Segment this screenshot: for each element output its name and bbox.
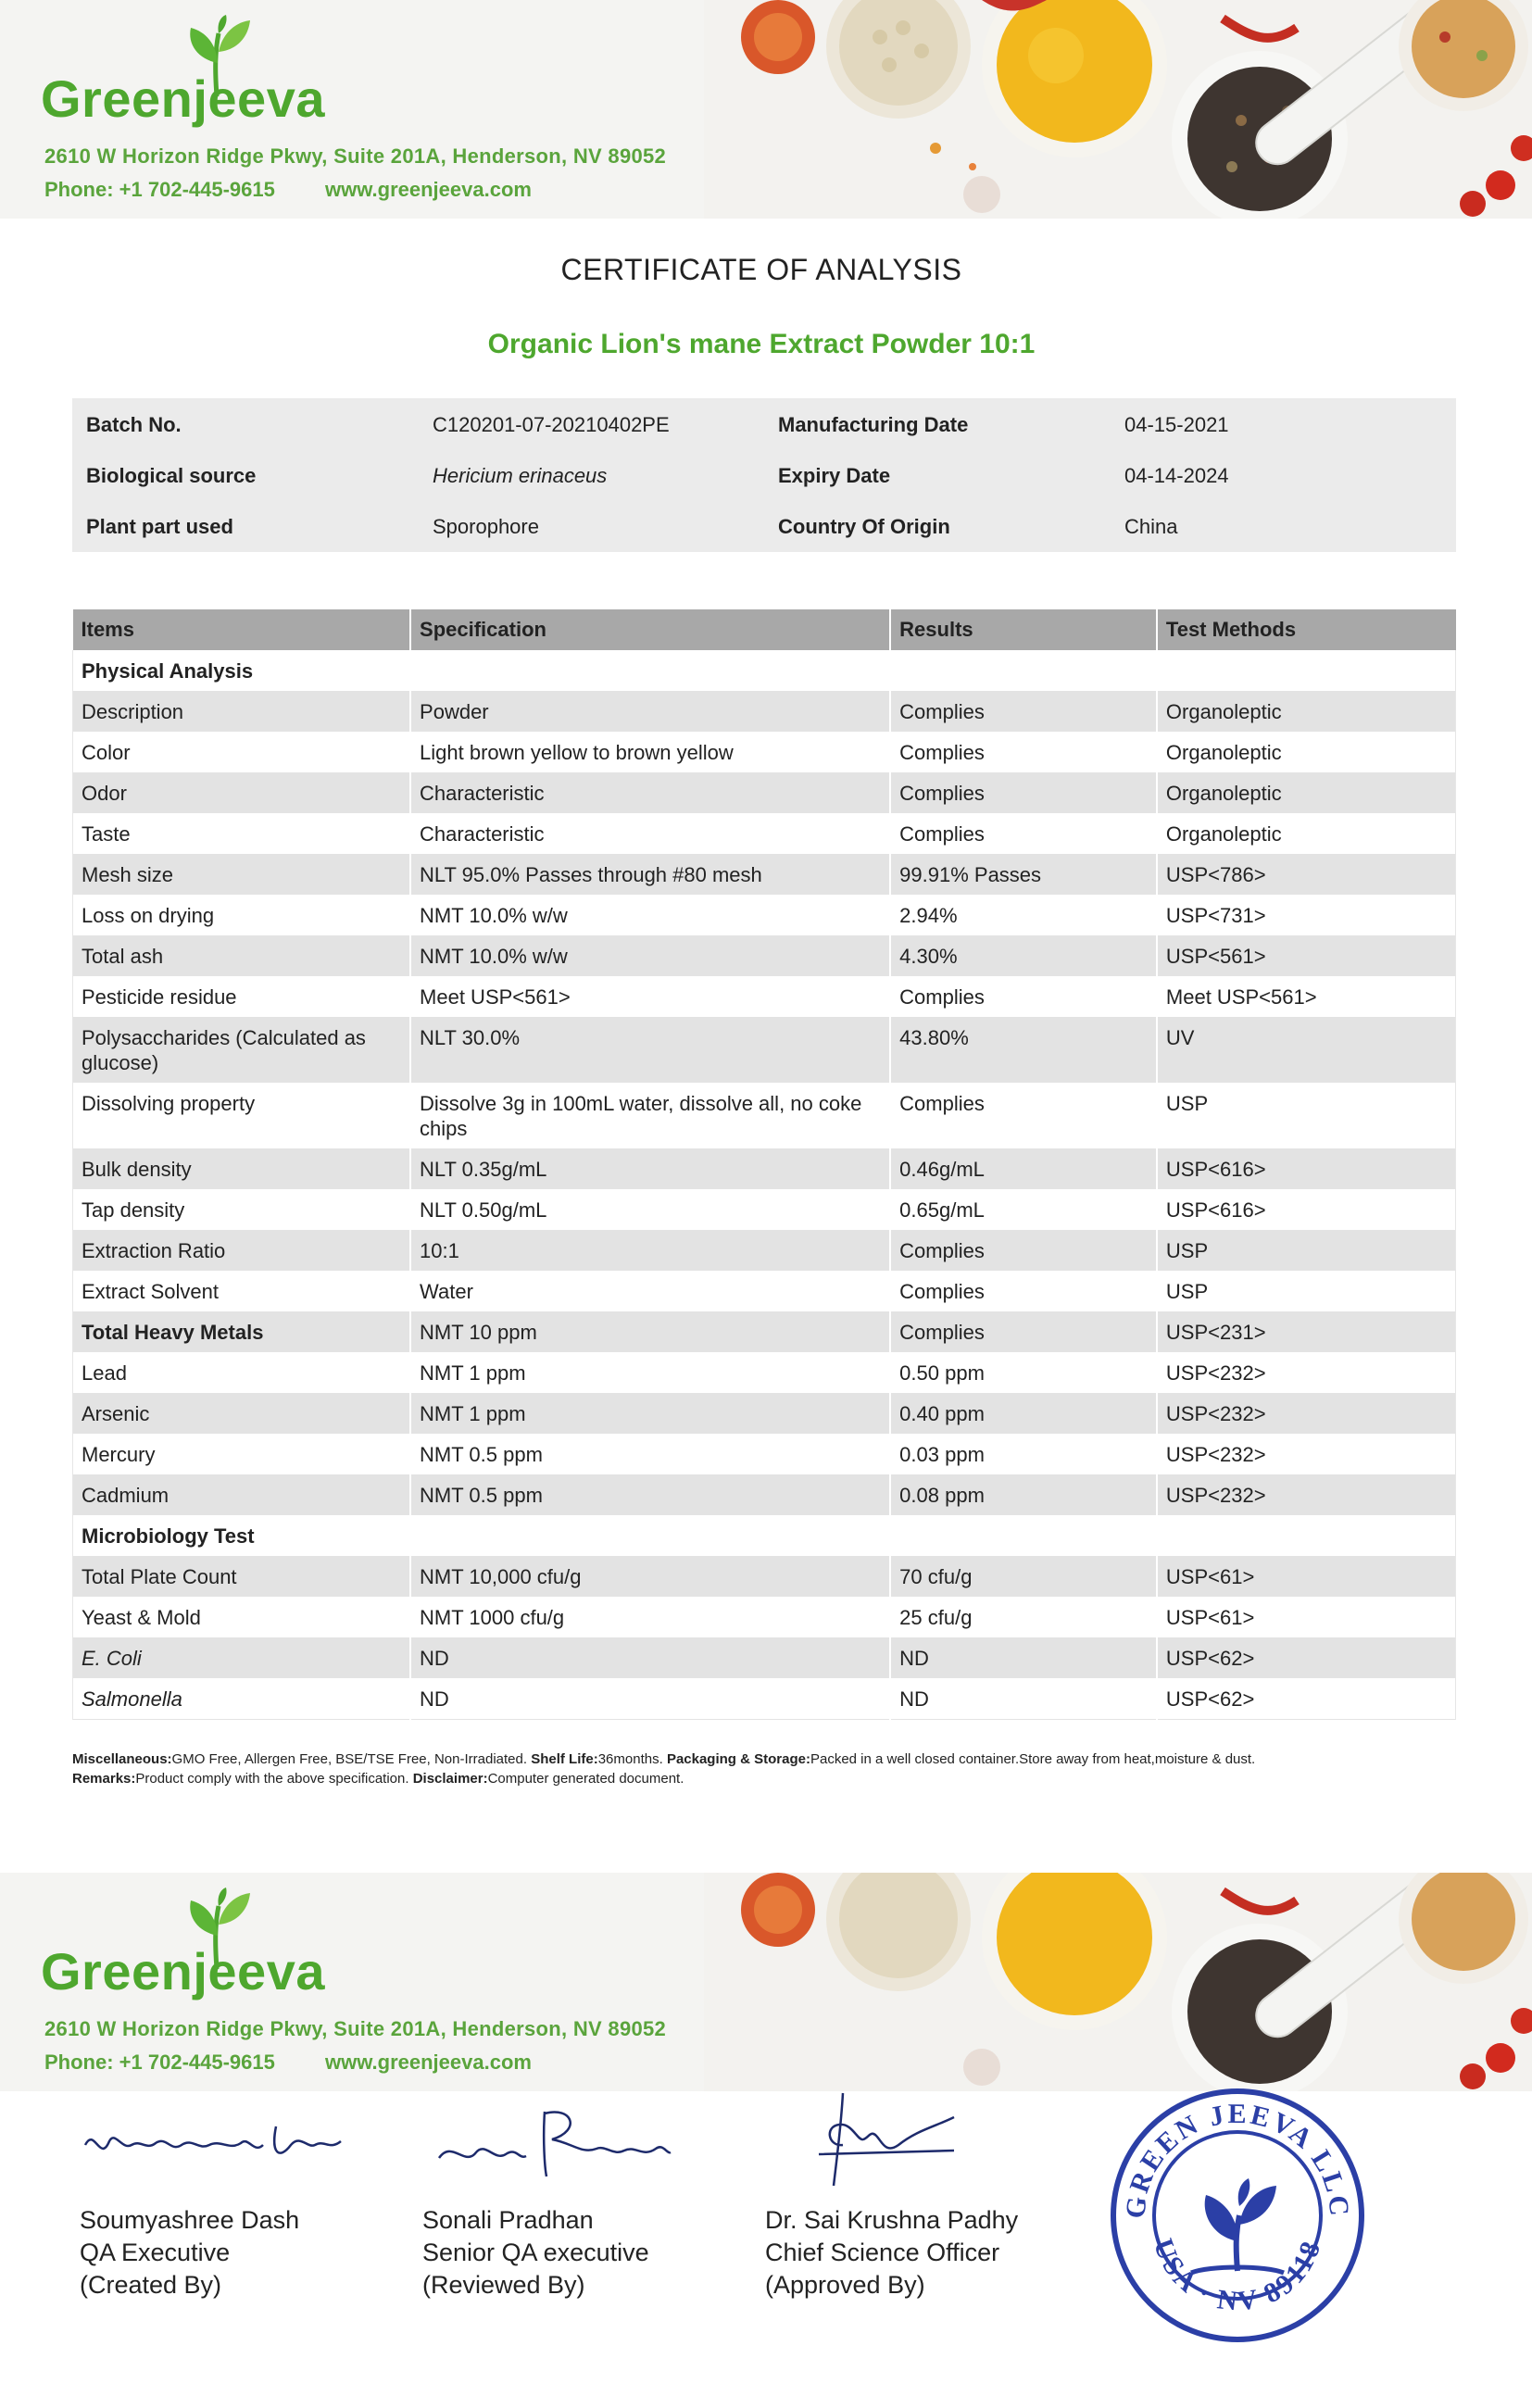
item-specification: NMT 10 ppm [410, 1311, 890, 1352]
item-test-method: Organoleptic [1157, 813, 1456, 854]
item-result: Complies [890, 976, 1157, 1017]
info-row-part [72, 500, 1456, 551]
item-test-method: USP<231> [1157, 1311, 1456, 1352]
table-row [73, 1352, 1456, 1393]
misc-label: Miscellaneous: [72, 1751, 172, 1767]
item-name: E. Coli [73, 1637, 411, 1678]
item-name: Tap density [73, 1189, 411, 1230]
item-test-method: USP<561> [1157, 935, 1456, 976]
product-name: Organic Lion's mane Extract Powder 10:1 [487, 329, 1036, 359]
item-name: Cadmium [73, 1474, 411, 1515]
table-row [73, 1393, 1456, 1434]
item-specification: NMT 1000 cfu/g [410, 1597, 890, 1637]
item-result: ND [890, 1637, 1157, 1678]
signer-role: Senior QA executive [422, 2239, 649, 2266]
item-test-method: USP<232> [1157, 1393, 1456, 1434]
signer-note: (Approved By) [765, 2271, 925, 2299]
item-name: Extraction Ratio [73, 1230, 411, 1271]
batch-label: Batch No. [86, 413, 182, 436]
item-result: 43.80% [890, 1017, 1157, 1083]
table-row [73, 1271, 1456, 1311]
section-title: Physical Analysis [73, 650, 1456, 691]
mfg-date-value: 04-15-2021 [1124, 413, 1229, 436]
remarks-label: Remarks: [72, 1771, 136, 1787]
company-contact [44, 178, 576, 202]
item-name: Total Plate Count [73, 1556, 411, 1597]
table-row [73, 895, 1456, 935]
item-specification: Light brown yellow to brown yellow [410, 732, 890, 772]
header-specification: Specification [410, 609, 890, 650]
info-row-bio [72, 449, 1456, 500]
notes-section [72, 1750, 1480, 1788]
item-result: 0.40 ppm [890, 1393, 1157, 1434]
table-row [73, 854, 1456, 895]
item-result: Complies [890, 772, 1157, 813]
table-row [73, 1083, 1456, 1148]
item-result: 0.03 ppm [890, 1434, 1157, 1474]
item-result: 25 cfu/g [890, 1597, 1157, 1637]
item-name: Salmonella [73, 1678, 411, 1720]
item-specification: Meet USP<561> [410, 976, 890, 1017]
item-test-method: USP<232> [1157, 1352, 1456, 1393]
company-logo-footer [41, 1888, 708, 2082]
item-name: Extract Solvent [73, 1271, 411, 1311]
logo-text: Greenjeeva [41, 69, 325, 128]
item-result: 0.46g/mL [890, 1148, 1157, 1189]
table-row [73, 1189, 1456, 1230]
item-specification: NLT 95.0% Passes through #80 mesh [410, 854, 890, 895]
company-seal-stamp [1108, 2086, 1367, 2345]
item-test-method: USP<786> [1157, 854, 1456, 895]
table-row [73, 691, 1456, 732]
item-name: Odor [73, 772, 411, 813]
header-test-methods: Test Methods [1157, 609, 1456, 650]
origin-label: Country Of Origin [778, 515, 950, 538]
item-test-method: USP [1157, 1271, 1456, 1311]
item-result: Complies [890, 1083, 1157, 1148]
mfg-date-label: Manufacturing Date [778, 413, 969, 436]
item-name: Bulk density [73, 1148, 411, 1189]
table-row [73, 1311, 1456, 1352]
company-contact-footer [44, 2051, 576, 2075]
bio-source-label: Biological source [86, 464, 257, 487]
company-website[interactable]: www.greenjeeva.com [325, 178, 532, 201]
signer-role: QA Executive [80, 2239, 231, 2266]
item-specification: ND [410, 1637, 890, 1678]
packaging-label: Packaging & Storage: [666, 1751, 810, 1767]
item-result: Complies [890, 1230, 1157, 1271]
item-test-method: UV [1157, 1017, 1456, 1083]
spices-decoration-image [704, 0, 1532, 219]
packaging-value: Packed in a well closed container.Store away from heat,moisture & dust. [810, 1751, 1256, 1767]
item-name: Pesticide residue [73, 976, 411, 1017]
item-specification: ND [410, 1678, 890, 1720]
item-specification: Water [410, 1271, 890, 1311]
item-name: Total Heavy Metals [73, 1311, 411, 1352]
item-name: Arsenic [73, 1393, 411, 1434]
item-specification: NLT 30.0% [410, 1017, 890, 1083]
item-result: Complies [890, 813, 1157, 854]
item-name: Description [73, 691, 411, 732]
item-test-method: USP<731> [1157, 895, 1456, 935]
table-row [73, 813, 1456, 854]
company-address: 2610 W Horizon Ridge Pkwy, Suite 201A, Henderson, NV 89052 [44, 144, 667, 168]
item-specification: NMT 1 ppm [410, 1393, 890, 1434]
item-test-method: USP<61> [1157, 1556, 1456, 1597]
plant-part-value: Sporophore [433, 515, 539, 538]
item-name: Mercury [73, 1434, 411, 1474]
item-name: Mesh size [73, 854, 411, 895]
item-name: Taste [73, 813, 411, 854]
section-title: Microbiology Test [73, 1515, 1456, 1556]
item-test-method: USP<61> [1157, 1597, 1456, 1637]
svg-text:USA · NV 89118: USA · NV 89118 [1147, 2234, 1327, 2317]
table-row [73, 935, 1456, 976]
item-specification: NMT 0.5 ppm [410, 1474, 890, 1515]
company-phone: Phone: +1 702-445-9615 [44, 178, 275, 201]
signer-note: (Reviewed By) [422, 2271, 585, 2299]
item-specification: 10:1 [410, 1230, 890, 1271]
item-specification: Characteristic [410, 813, 890, 854]
item-specification: NMT 1 ppm [410, 1352, 890, 1393]
company-logo [41, 15, 708, 209]
item-specification: NLT 0.35g/mL [410, 1148, 890, 1189]
table-header-row [73, 609, 1456, 650]
item-name: Loss on drying [73, 895, 411, 935]
signer-name: Dr. Sai Krushna Padhy [765, 2206, 1019, 2234]
disclaimer-label: Disclaimer: [412, 1771, 488, 1787]
item-test-method: USP<232> [1157, 1474, 1456, 1515]
item-specification: Characteristic [410, 772, 890, 813]
svg-text:GREEN JEEVA LLC: GREEN JEEVA LLC [1120, 2098, 1355, 2220]
plant-part-label: Plant part used [86, 515, 233, 538]
signer-1-text [80, 2204, 299, 2301]
item-name: Yeast & Mold [73, 1597, 411, 1637]
signer-name: Sonali Pradhan [422, 2206, 594, 2234]
item-test-method: Meet USP<561> [1157, 976, 1456, 1017]
signer-note: (Created By) [80, 2271, 222, 2299]
notes-line-1 [72, 1750, 1480, 1769]
batch-info-panel [72, 398, 1456, 552]
misc-value: GMO Free, Allergen Free, BSE/TSE Free, Non-Irradiated. [171, 1751, 528, 1767]
signer-3-text [765, 2204, 1018, 2301]
table-row [73, 1230, 1456, 1271]
section-microbiology-test [73, 1515, 1456, 1556]
item-test-method: USP<62> [1157, 1678, 1456, 1720]
company-phone-footer: Phone: +1 702-445-9615 [44, 2051, 275, 2074]
table-row [73, 1597, 1456, 1637]
batch-value: C120201-07-20210402PE [433, 413, 670, 436]
table-row [73, 1678, 1456, 1720]
signer-role: Chief Science Officer [765, 2239, 1000, 2266]
table-row [73, 1474, 1456, 1515]
expiry-date-value: 04-14-2024 [1124, 464, 1229, 487]
item-result: 99.91% Passes [890, 854, 1157, 895]
header-banner [0, 0, 1532, 219]
company-website-footer[interactable]: www.greenjeeva.com [325, 2051, 532, 2074]
item-specification: Powder [410, 691, 890, 732]
item-name: Polysaccharides (Calculated as glucose) [73, 1017, 411, 1083]
item-test-method: Organoleptic [1157, 772, 1456, 813]
table-row [73, 772, 1456, 813]
info-row-batch [72, 398, 1456, 449]
shelf-life-label: Shelf Life: [531, 1751, 598, 1767]
analysis-table [72, 609, 1456, 1720]
expiry-date-label: Expiry Date [778, 464, 891, 487]
item-result: 2.94% [890, 895, 1157, 935]
item-result: Complies [890, 1311, 1157, 1352]
logo-text-footer: Greenjeeva [41, 1942, 325, 2000]
item-test-method: Organoleptic [1157, 732, 1456, 772]
remarks-value: Product comply with the above specification. [135, 1771, 409, 1787]
item-specification: NMT 10,000 cfu/g [410, 1556, 890, 1597]
item-name: Total ash [73, 935, 411, 976]
document-title: CERTIFICATE OF ANALYSIS [560, 253, 962, 286]
table-row [73, 1556, 1456, 1597]
signature-scribble [433, 2102, 674, 2186]
table-row [73, 1148, 1456, 1189]
table-row [73, 1017, 1456, 1083]
spices-decoration-image [704, 1873, 1532, 2091]
item-test-method: USP<616> [1157, 1148, 1456, 1189]
item-result: ND [890, 1678, 1157, 1720]
item-specification: NMT 10.0% w/w [410, 935, 890, 976]
signature-scribble [82, 2108, 350, 2173]
item-test-method: USP [1157, 1230, 1456, 1271]
item-result: Complies [890, 691, 1157, 732]
item-result: 0.65g/mL [890, 1189, 1157, 1230]
item-specification: NMT 10.0% w/w [410, 895, 890, 935]
company-address-footer: 2610 W Horizon Ridge Pkwy, Suite 201A, Henderson, NV 89052 [44, 2017, 667, 2040]
bio-source-value: Hericium erinaceus [433, 464, 608, 487]
item-result: 70 cfu/g [890, 1556, 1157, 1597]
table-row [73, 732, 1456, 772]
item-test-method: USP<232> [1157, 1434, 1456, 1474]
item-specification: Dissolve 3g in 100mL water, dissolve all, no coke chips [410, 1083, 890, 1148]
item-result: Complies [890, 1271, 1157, 1311]
item-test-method: USP [1157, 1083, 1456, 1148]
notes-line-2 [72, 1769, 1480, 1788]
signer-name: Soumyashree Dash [80, 2206, 300, 2234]
item-name: Color [73, 732, 411, 772]
signer-2-text [422, 2204, 649, 2301]
item-result: 0.50 ppm [890, 1352, 1157, 1393]
item-name: Dissolving property [73, 1083, 411, 1148]
item-name: Lead [73, 1352, 411, 1393]
item-result: Complies [890, 732, 1157, 772]
table-row [73, 1637, 1456, 1678]
item-test-method: USP<62> [1157, 1637, 1456, 1678]
item-result: 4.30% [890, 935, 1157, 976]
shelf-life-value: 36months. [597, 1751, 663, 1767]
table-row [73, 976, 1456, 1017]
item-specification: NMT 0.5 ppm [410, 1434, 890, 1474]
signature-scribble [815, 2089, 963, 2191]
table-row [73, 1434, 1456, 1474]
item-test-method: USP<616> [1157, 1189, 1456, 1230]
item-result: 0.08 ppm [890, 1474, 1157, 1515]
section-physical-analysis [73, 650, 1456, 691]
footer-banner [0, 1873, 1532, 2091]
item-specification: NLT 0.50g/mL [410, 1189, 890, 1230]
origin-value: China [1124, 515, 1178, 538]
header-items: Items [73, 609, 411, 650]
item-test-method: Organoleptic [1157, 691, 1456, 732]
disclaimer-value: Computer generated document. [487, 1771, 684, 1787]
header-results: Results [890, 609, 1157, 650]
